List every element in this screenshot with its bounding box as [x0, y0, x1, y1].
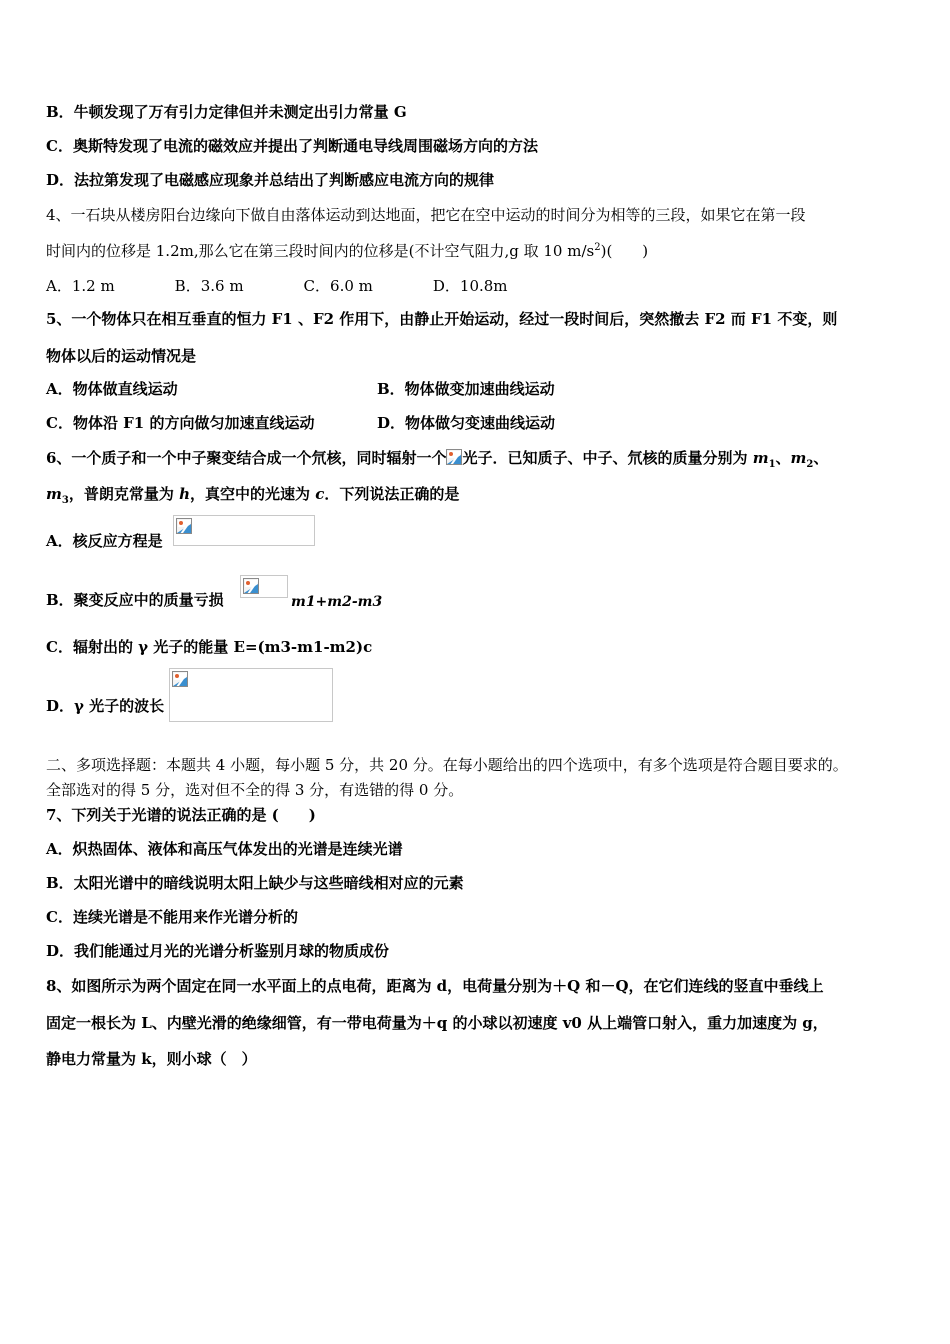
- q6-option-c: C．辐射出的 γ 光子的能量 E=(m3-m1-m2)c: [46, 638, 373, 656]
- q7-option-c: C．连续光谱是不能用来作光谱分析的: [46, 908, 298, 926]
- q6-stem-text-c: ，普朗克常量为: [68, 485, 180, 503]
- q5-stem-line1: 5、一个物体只在相互垂直的恒力 F1 、F2 作用下，由静止开始运动，经过一段时间后，突然撤去 F2 而 F1 不变，则: [46, 310, 838, 328]
- gamma-image-icon: [446, 449, 462, 465]
- section-2-heading-line2: 全部选对的得 5 分，选对但不全的得 3 分，有选错的得 0 分。: [46, 781, 464, 799]
- q8-stem-line1: 8、如图所示为两个固定在同一水平面上的点电荷，距离为 d，电荷量分别为＋Q 和－Q，在它们连线的竖直中垂线上: [46, 977, 824, 995]
- q6-m1: m: [752, 449, 769, 467]
- q6-sub1: 1: [768, 459, 776, 470]
- section-2-heading-line1: 二、多项选择题：本题共 4 小题，每小题 5 分，共 20 分。在每小题给出的四个选项中，有多个选项是符合题目要求的。: [46, 756, 848, 774]
- broken-image-icon: [243, 578, 259, 594]
- q6-stem-line1: [46, 448, 828, 468]
- q6-c: c: [315, 485, 325, 503]
- q6-option-a: [46, 531, 163, 551]
- q4-stem-line1: 4、一石块从楼房阳台边缘向下做自由落体运动到达地面，把它在空中运动的时间分为相等的三段，如果它在第一段: [46, 206, 806, 224]
- q6-option-b-formula-image: [240, 575, 288, 598]
- q6-stem-text-d: ，真空中的光速为: [189, 485, 316, 503]
- q6-stem-text-a: 6、一个质子和一个中子聚变结合成一个氘核，同时辐射一个: [46, 449, 447, 467]
- q3-option-b: B．牛顿发现了万有引力定律但并未测定出引力常量 G: [46, 103, 407, 121]
- broken-image-icon: [172, 671, 188, 687]
- q7-option-d: D．我们能通过月光的光谱分析鉴别月球的物质成份: [46, 942, 390, 960]
- broken-image-icon: [176, 518, 192, 534]
- q6-stem-text-e: ．下列说法正确的是: [324, 485, 460, 503]
- q4-stem-text: 时间内的位移是 1.2m,那么它在第三段时间内的位移是(不计空气阻力,g 取 10 m/s: [46, 242, 595, 260]
- q7-stem: 7、下列关于光谱的说法正确的是 ( ): [46, 806, 316, 824]
- q6-option-a-formula-image: [173, 515, 315, 546]
- q6-option-b-text: B．聚变反应中的质量亏损: [46, 591, 224, 609]
- q6-sep2: 、: [813, 449, 829, 467]
- q6-h: h: [179, 485, 190, 503]
- q6-sep1: 、: [775, 449, 791, 467]
- q5-option-d: D．物体做匀变速曲线运动: [377, 414, 556, 432]
- q7-option-b: B．太阳光谱中的暗线说明太阳上缺少与这些暗线相对应的元素: [46, 874, 464, 892]
- q6-option-b-formula: m1+m2-m3: [291, 594, 383, 610]
- q4-stem-bracket: )( ): [600, 242, 649, 260]
- q8-stem-line2: 固定一根长为 L、内壁光滑的绝缘细管，有一带电荷量为＋q 的小球以初速度 v0 从上端管口射入，重力加速度为 g，: [46, 1014, 828, 1032]
- q6-stem-line2: [46, 484, 459, 504]
- q6-option-d-text: D．γ 光子的波长: [46, 697, 165, 715]
- q3-option-d: D．法拉第发现了电磁感应现象并总结出了判断感应电流方向的规律: [46, 171, 495, 189]
- q6-stem-text-b: 光子．已知质子、中子、氘核的质量分别为: [462, 449, 753, 467]
- q5-option-a: A．物体做直线运动: [46, 380, 178, 398]
- q5-option-c: C．物体沿 F1 的方向做匀加速直线运动: [46, 414, 315, 432]
- q6-option-a-text: A．核反应方程是: [46, 532, 163, 550]
- q6-sub3: 3: [61, 495, 69, 506]
- q6-option-d: [46, 696, 164, 716]
- q6-m3: m: [46, 485, 62, 503]
- q4-options: A．1.2 m B．3.6 m C．6.0 m D．10.8m: [46, 277, 508, 295]
- q4-stem-line2: [46, 241, 648, 261]
- q5-option-b: B．物体做变加速曲线运动: [377, 380, 555, 398]
- q8-stem-line3: 静电力常量为 k，则小球（ ）: [46, 1050, 257, 1068]
- q6-option-d-formula-image: [169, 668, 333, 722]
- q6-sub2: 2: [806, 459, 814, 470]
- q7-option-a: A．炽热固体、液体和高压气体发出的光谱是连续光谱: [46, 840, 403, 858]
- q6-m2: m: [790, 449, 807, 467]
- q5-stem-line2: 物体以后的运动情况是: [46, 347, 197, 365]
- q6-option-b: [46, 590, 224, 610]
- q4-superscript: 2: [594, 242, 601, 253]
- q3-option-c: C．奥斯特发现了电流的磁效应并提出了判断通电导线周围磁场方向的方法: [46, 137, 538, 155]
